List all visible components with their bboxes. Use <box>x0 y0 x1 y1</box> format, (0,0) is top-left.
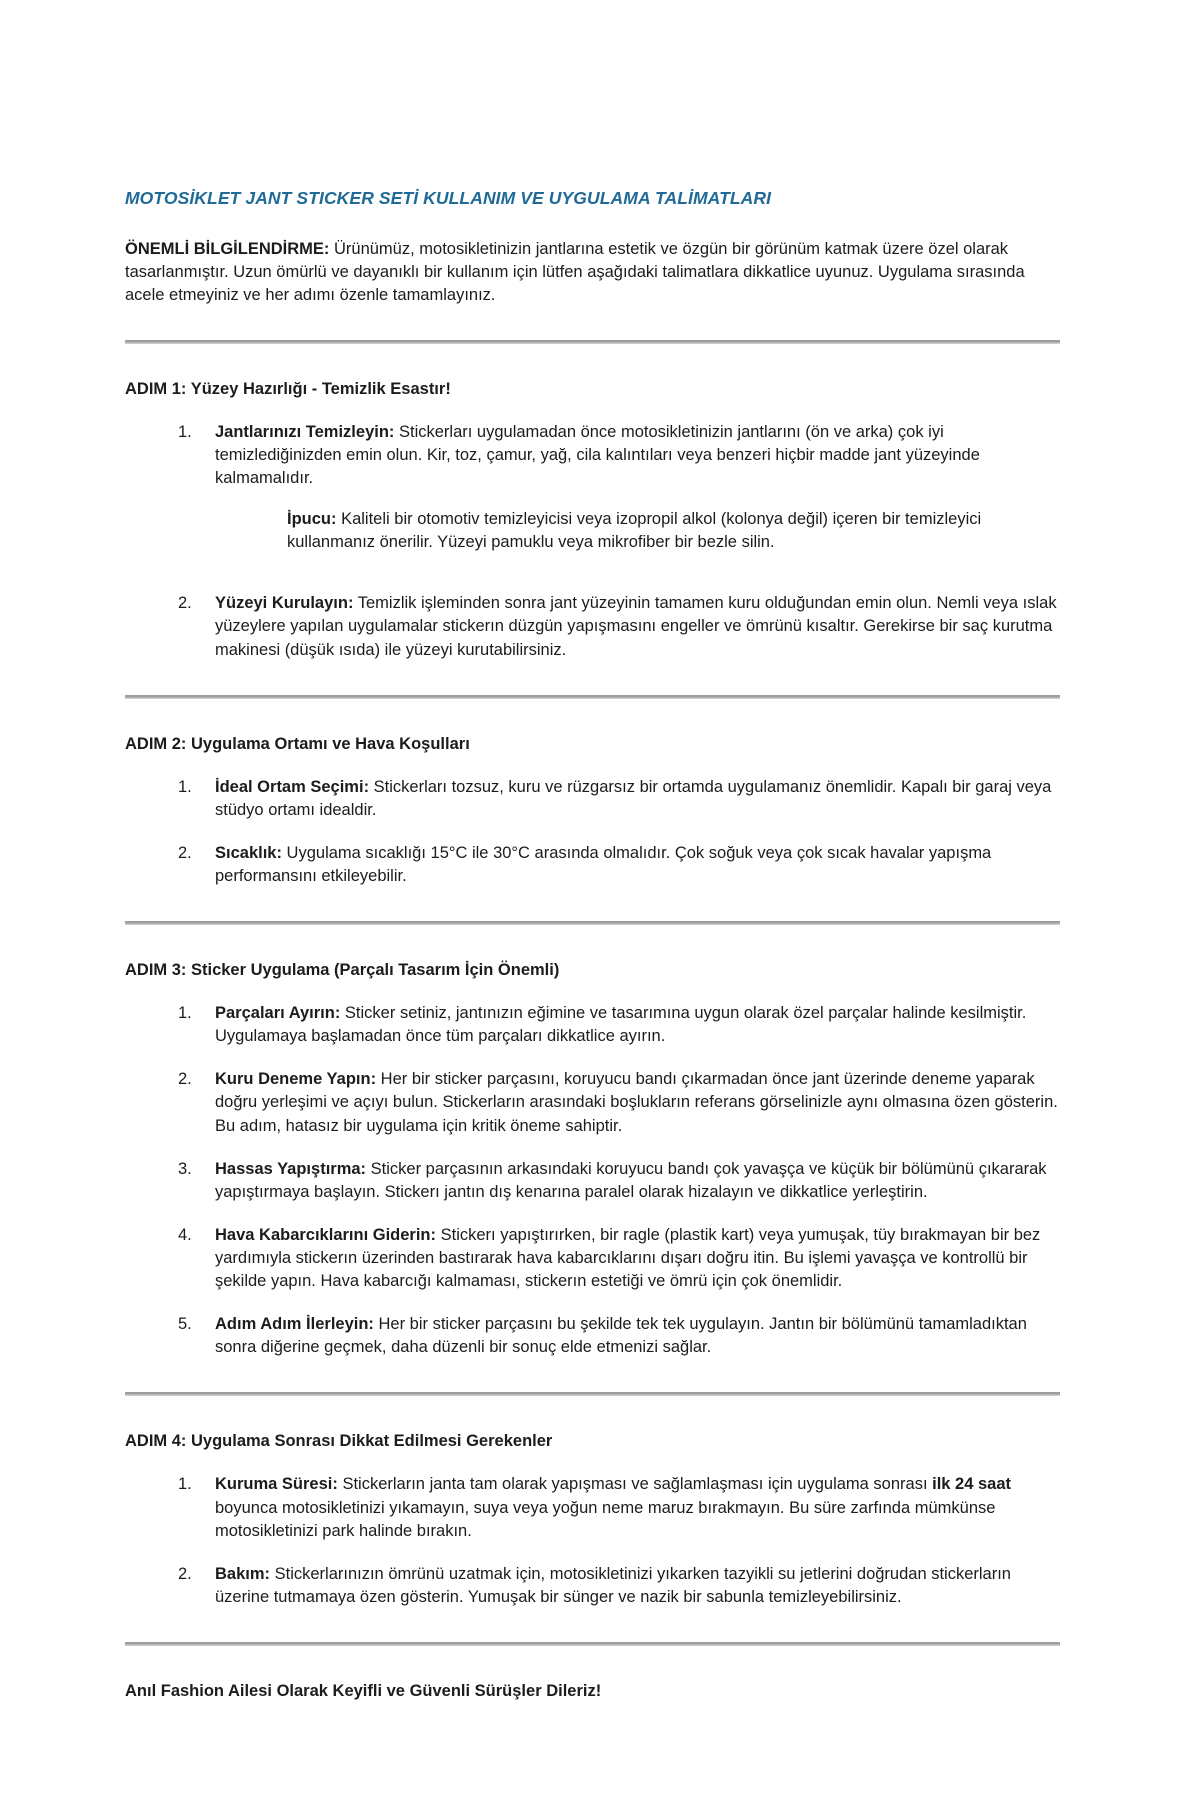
item-label: Kuru Deneme Yapın: <box>215 1070 377 1089</box>
item-text <box>215 1563 1060 1609</box>
section-divider <box>125 340 1060 344</box>
item-text <box>215 1002 1060 1048</box>
section-divider <box>125 1392 1060 1396</box>
section-divider <box>125 1642 1060 1646</box>
list-item <box>125 421 1060 572</box>
item-number: 2. <box>178 1564 192 1583</box>
list-item <box>125 1473 1060 1542</box>
list-item <box>125 1158 1060 1204</box>
item-text <box>215 1224 1060 1293</box>
section-heading-adim1: ADIM 1: Yüzey Hazırlığı - Temizlik Esastır! <box>125 379 451 398</box>
item-number: 3. <box>178 1159 192 1178</box>
item-label: Hava Kabarcıklarını Giderin: <box>215 1225 437 1244</box>
item-description: Uygulama sıcaklığı 15°C ile 30°C arasında olmalıdır. Çok soğuk veya çok sıcak havalar yapışma performansını etkileyebilir. <box>215 843 992 885</box>
list-item <box>125 1313 1060 1359</box>
item-label: Bakım: <box>215 1564 271 1583</box>
document <box>125 0 1060 1703</box>
intro-label: ÖNEMLİ BİLGİLENDİRME: <box>125 239 330 258</box>
item-label: Adım Adım İlerleyin: <box>215 1315 374 1334</box>
section-heading-adim2: ADIM 2: Uygulama Ortamı ve Hava Koşulları <box>125 734 470 753</box>
item-number: 2. <box>178 1070 192 1089</box>
item-text <box>215 776 1060 822</box>
item-label: Hassas Yapıştırma: <box>215 1159 367 1178</box>
item-body <box>215 421 1060 490</box>
item-label: Yüzeyi Kurulayın: <box>215 594 354 613</box>
item-label: Jantlarınızı Temizleyin: <box>215 422 395 441</box>
item-label: İdeal Ortam Seçimi: <box>215 777 370 796</box>
item-number: 1. <box>178 1004 192 1023</box>
item-description: Her bir sticker parçasını, koruyucu bandı çıkarmadan önce jant üzerinde deneme yaparak doğru yerleşimi ve açıyı bulun. Stickerların arasındaki boşlukların referans görselinizle aynı olmasına özen gösterin. Bu adım, hatasız bir uygulama için kritik öneme sahiptir. <box>215 1070 1058 1135</box>
list-item <box>125 592 1060 661</box>
item-description: Stickerları tozsuz, kuru ve rüzgarsız bir ortamda uygulamanız önemlidir. Kapalı bir garaj veya stüdyo ortamı idealdir. <box>215 777 1052 819</box>
item-description-continued: boyunca motosikletinizi yıkamayın, suya veya yoğun neme maruz bırakmayın. Bu süre zarfında mümkünse motosikletinizi park halinde bırakın. <box>215 1498 996 1540</box>
item-text <box>215 1473 1060 1542</box>
section-divider <box>125 921 1060 925</box>
tip-label: İpucu: <box>287 510 337 529</box>
document-title: MOTOSİKLET JANT STICKER SETİ KULLANIM VE UYGULAMA TALİMATLARI <box>125 188 772 208</box>
item-description: Temizlik işleminden sonra jant yüzeyinin tamamen kuru olduğundan emin olun. Nemli veya ıslak yüzeylere yapılan uygulamalar stickerın düzgün yapışmasını engeller ve ömrünü kısaltır. Gerekirse bir saç kurutma makinesi (düşük ısıda) ile yüzeyi kurutabilirsiniz. <box>215 594 1057 659</box>
section-heading-adim4: ADIM 4: Uygulama Sonrası Dikkat Edilmesi Gerekenler <box>125 1432 553 1451</box>
tip-block <box>287 508 1060 554</box>
closing-line: Anıl Fashion Ailesi Olarak Keyifli ve Güvenli Sürüşler Dileriz! <box>125 1681 602 1700</box>
item-description: Sticker parçasının arkasındaki koruyucu bandı çok yavaşça ve küçük bir bölümünü çıkararak yapıştırmaya başlayın. Stickerı jantın dış kenarına paralel olarak hizalayın ve dikkatlice yerleştirin. <box>215 1159 1047 1201</box>
list-item <box>125 776 1060 822</box>
list-item <box>125 1563 1060 1609</box>
item-text <box>215 1068 1060 1137</box>
item-description: Stickerı yapıştırırken, bir ragle (plastik kart) veya yumuşak, tüy bırakmayan bir bez yardımıyla stickerın üzerinden bastırarak hava kabarcıklarını dışarı doğru itin. Bu işlemi yavaşça ve kontrollü bir şekilde yapın. Hava kabarcığı kalmaması, stickerın estetiği ve ömrü için çok önemlidir. <box>215 1225 1041 1291</box>
item-bold-emphasis: ilk 24 saat <box>932 1475 1012 1494</box>
item-label: Kuruma Süresi: <box>215 1475 338 1494</box>
item-text <box>215 592 1060 661</box>
item-number: 2. <box>178 594 192 613</box>
item-description: Sticker setiniz, jantınızın eğimine ve tasarımına uygun olarak özel parçalar halinde kesilmiştir. Uygulamaya başlamadan önce tüm parçaları dikkatlice ayırın. <box>215 1004 1027 1046</box>
item-number: 1. <box>178 1475 192 1494</box>
item-number: 5. <box>178 1315 192 1334</box>
item-description: Stickerların janta tam olarak yapışması ve sağlamlaşması için uygulama sonrası <box>337 1475 933 1494</box>
item-text <box>215 1313 1060 1359</box>
item-description: Stickerları uygulamadan önce motosikletinizin jantlarını (ön ve arka) çok iyi temizlediğinizden emin olun. Kir, toz, çamur, yağ, cila kalıntıları veya benzeri hiçbir madde jant yüzeyinde kalmamalıdır. <box>215 422 980 488</box>
tip-text: Kaliteli bir otomotiv temizleyicisi veya izopropil alkol (kolonya değil) içeren bir temizleyici kullanmanız önerilir. Yüzeyi pamuklu veya mikrofiber bir bezle silin. <box>287 510 982 552</box>
intro-paragraph <box>125 238 1060 307</box>
item-number: 2. <box>178 843 192 862</box>
intro-text: Ürünümüz, motosikletinizin jantlarına estetik ve özgün bir görünüm katmak üzere özel olarak tasarlanmıştır. Uzun ömürlü ve dayanıklı bir kullanım için lütfen aşağıdaki talimatlara dikkatlice uyunuz. Uygulama sırasında acele etmeyiniz ve her adımı özenle tamamlayınız. <box>125 239 1025 304</box>
section-divider <box>125 695 1060 699</box>
list-item <box>125 842 1060 888</box>
list-item <box>125 1224 1060 1293</box>
section-heading-adim3: ADIM 3: Sticker Uygulama (Parçalı Tasarım İçin Önemli) <box>125 961 560 980</box>
list-item <box>125 1002 1060 1048</box>
item-label: Sıcaklık: <box>215 843 282 862</box>
item-text <box>215 421 1060 572</box>
item-number: 1. <box>178 777 192 796</box>
item-description: Her bir sticker parçasını bu şekilde tek tek uygulayın. Jantın bir bölümünü tamamladıktan sonra diğerine geçmek, daha düzenli bir sonuç elde etmenizi sağlar. <box>215 1315 1027 1357</box>
item-number: 4. <box>178 1225 192 1244</box>
item-label: Parçaları Ayırın: <box>215 1004 341 1023</box>
item-number: 1. <box>178 422 192 441</box>
item-description: Stickerlarınızın ömrünü uzatmak için, motosikletinizi yıkarken tazyikli su jetlerini doğrudan stickerların üzerine tutmamaya özen gösterin. Yumuşak bir sünger ve nazik bir sabunla temizleyebilirsiniz. <box>215 1564 1011 1606</box>
item-text <box>215 1158 1060 1204</box>
item-text <box>215 842 1060 888</box>
list-item <box>125 1068 1060 1137</box>
